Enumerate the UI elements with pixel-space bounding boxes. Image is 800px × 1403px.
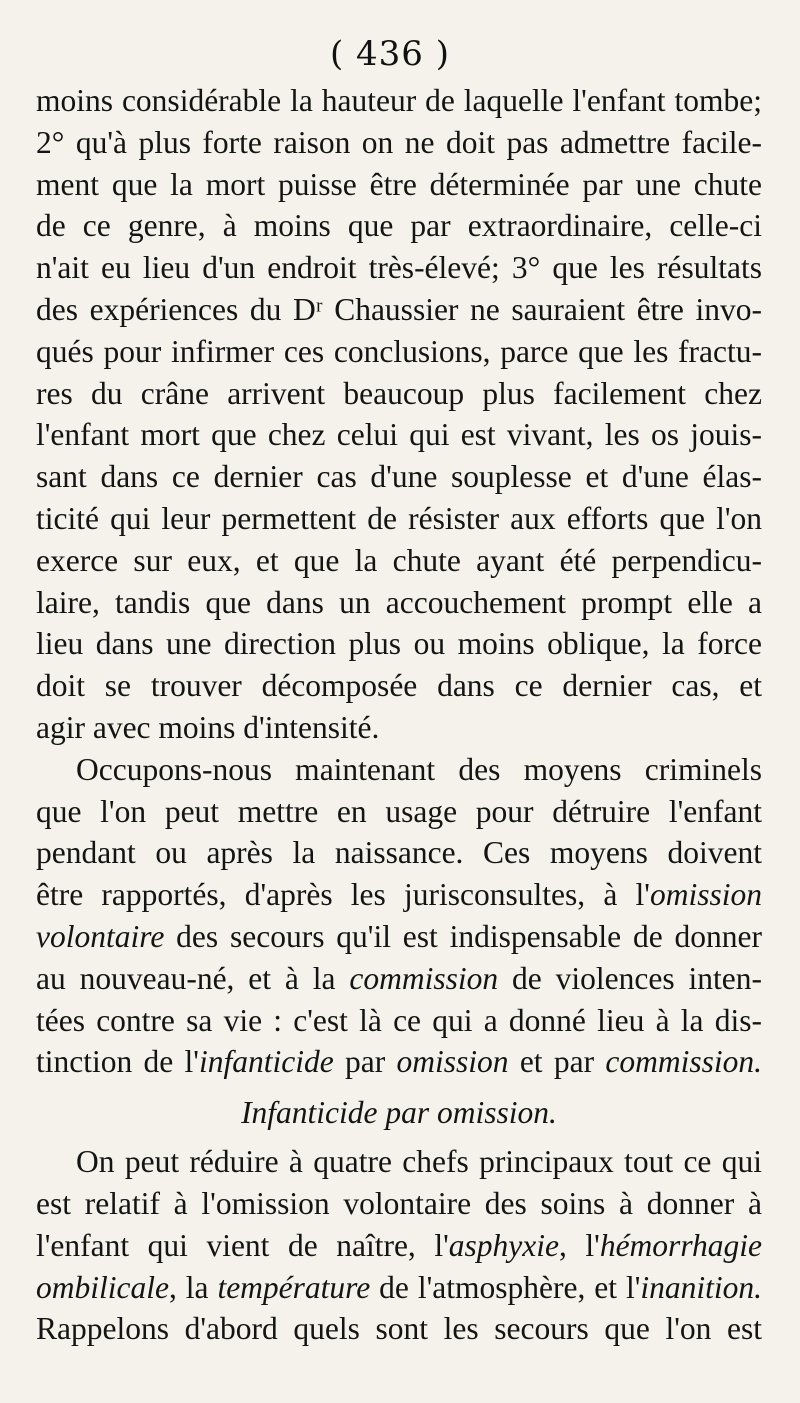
text-line: l'enfant mort que chez celui qui est vivant, les os jouis-: [36, 417, 762, 453]
text-run: par: [333, 1044, 397, 1080]
text-line: [36, 916, 762, 958]
text-line: agir avec moins d'intensité.: [36, 709, 380, 745]
text-line: [36, 874, 762, 916]
italic-run: température: [217, 1269, 371, 1305]
text-line: tées contre sa vie : c'est là ce qui a donné lieu à la dis-: [36, 1002, 762, 1038]
text-run: tinction de l': [36, 1044, 199, 1080]
text-line: est relatif à l'omission volontaire des soins à donner à: [36, 1185, 762, 1221]
italic-run: hémorrhagie: [599, 1227, 762, 1263]
text-line: exerce sur eux, et que la chute ayant été perpendicu-: [36, 542, 762, 578]
text-line: de ce genre, à moins que par extraordinaire, celle-ci: [36, 208, 762, 244]
text-run: de l'atmosphère, et l': [370, 1269, 641, 1305]
italic-run: volontaire: [36, 918, 165, 954]
italic-run: omission: [396, 1044, 509, 1080]
text-line: [36, 1267, 762, 1309]
text-line: des expériences du Dʳ Chaussier ne sauraient être invo-: [36, 291, 762, 327]
italic-run: commission.: [605, 1044, 762, 1080]
text-line: que l'on peut mettre en usage pour détruire l'enfant: [36, 793, 762, 829]
page-number: ( 436 ): [329, 34, 451, 74]
text-run: l'enfant qui vient de naître, l': [36, 1227, 449, 1263]
text-line: laire, tandis que dans un accouchement prompt elle a: [36, 584, 762, 620]
text-line: On peut réduire à quatre chefs principaux tout ce qui: [76, 1144, 762, 1180]
italic-run: inanition.: [640, 1269, 763, 1305]
text-line: n'ait eu lieu d'un endroit très-élevé; 3° que les résultats: [36, 250, 762, 286]
body-text: [36, 80, 762, 1350]
italic-run: commission: [349, 960, 499, 996]
text-line: qués pour infirmer ces conclusions, parce que les fractu-: [36, 333, 762, 369]
text-run: des secours qu'il est indispensable de donner: [164, 918, 762, 954]
text-line: ticité qui leur permettent de résister aux efforts que l'on: [36, 500, 762, 536]
text-line: Rappelons d'abord quels sont les secours que l'on est: [36, 1311, 762, 1347]
text-run: être rapportés, d'après les jurisconsultes, à l': [36, 877, 650, 913]
text-line: [36, 1041, 762, 1083]
text-run: au nouveau-né, et à la: [36, 960, 350, 996]
text-line: Occupons-nous maintenant des moyens criminels: [76, 751, 762, 787]
text-line: sant dans ce dernier cas d'une souplesse et d'une élas-: [36, 459, 762, 495]
italic-run: asphyxie: [448, 1227, 559, 1263]
text-line: res du crâne arrivent beaucoup plus facilement chez: [36, 375, 762, 411]
text-line: moins considérable la hauteur de laquelle l'enfant tombe;: [36, 83, 762, 118]
text-line: lieu dans une direction plus ou moins oblique, la force: [36, 626, 762, 662]
italic-run: ombilicale: [36, 1269, 169, 1305]
italic-run: omission: [649, 877, 762, 913]
text-line: [36, 958, 762, 1000]
text-line: doit se trouver décomposée dans ce dernier cas, et: [36, 668, 762, 704]
text-line: pendant ou après la naissance. Ces moyens doivent: [36, 835, 762, 871]
italic-run: infanticide: [198, 1044, 334, 1080]
text-run: de violences inten-: [498, 960, 762, 996]
text-run: , la: [168, 1269, 218, 1305]
text-run: , l': [558, 1227, 600, 1263]
text-line: 2° qu'à plus forte raison on ne doit pas admettre facile-: [36, 124, 762, 160]
text-run: et par: [508, 1044, 606, 1080]
text-line: [36, 1225, 762, 1267]
text-line: ment que la mort puisse être déterminée par une chute: [36, 166, 762, 202]
section-heading: Infanticide par omission.: [241, 1095, 557, 1131]
